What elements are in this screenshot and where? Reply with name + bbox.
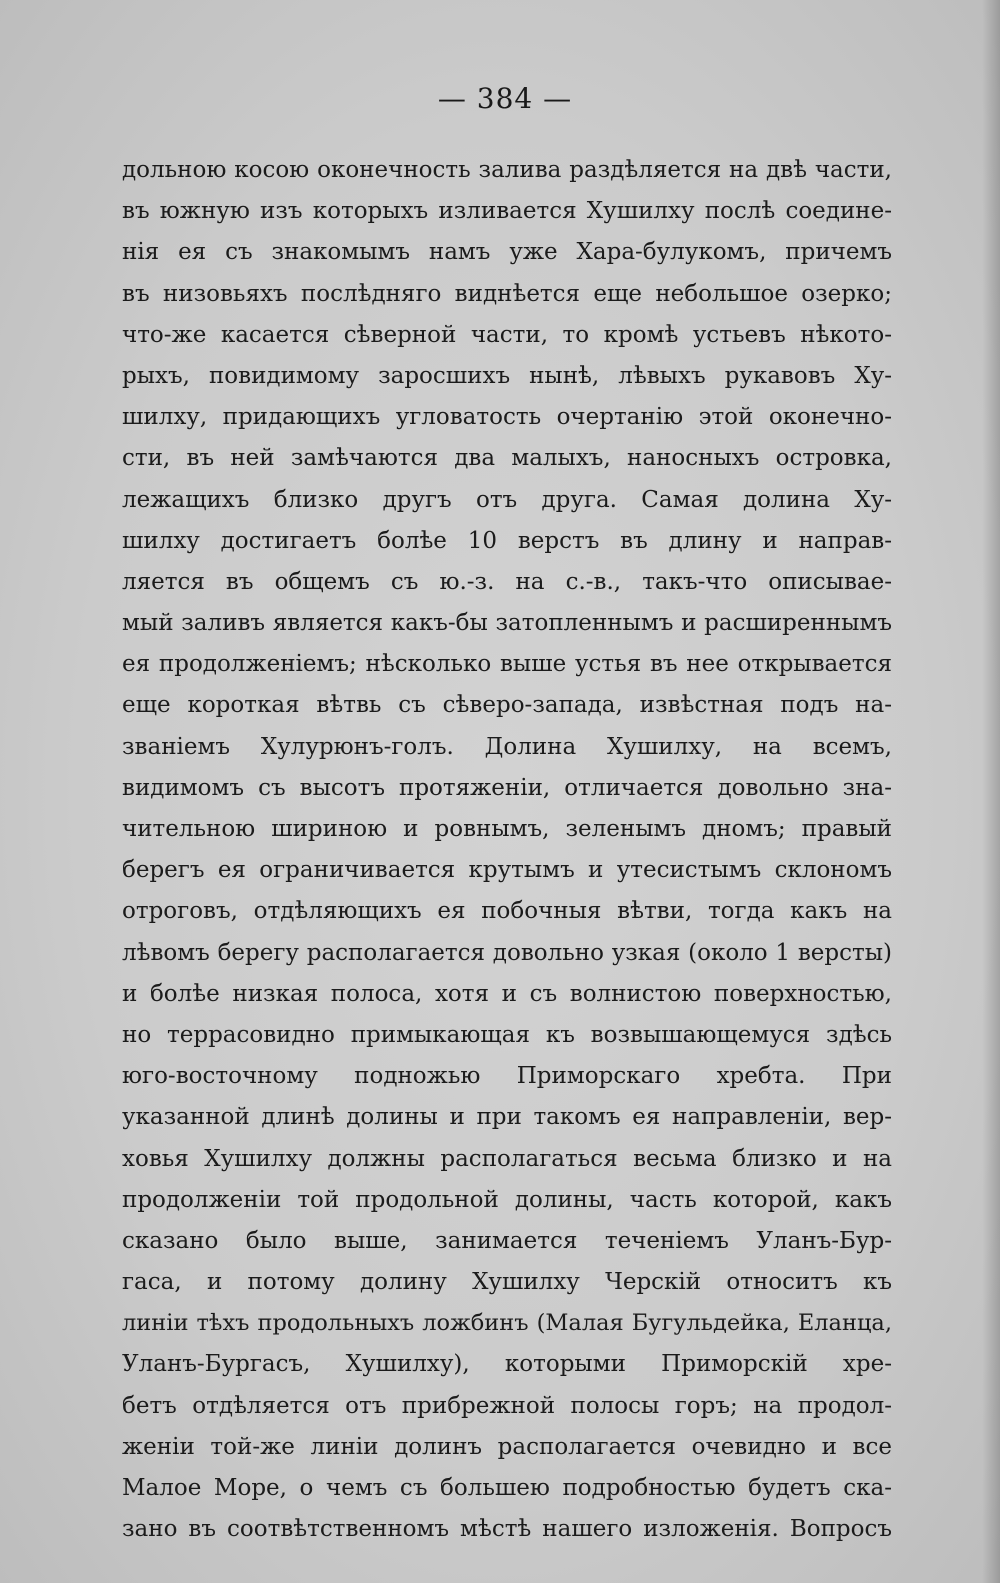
- text-line: шилху, придающихъ угловатость очертанію этой оконечно-: [122, 404, 892, 431]
- text-line: сти, въ ней замѣчаются два малыхъ, наносныхъ островка,: [122, 445, 892, 472]
- text-line: званіемъ Хулурюнъ-голъ. Долина Хушилху, на всемъ,: [122, 733, 892, 760]
- text-line: дольною косою оконечность залива раздѣляется на двѣ части,: [122, 157, 892, 183]
- text-line: ховья Хушилху должны располагаться весьма близко и на: [122, 1145, 892, 1172]
- text-line: видимомъ съ высотъ протяженіи, отличается довольно зна-: [122, 774, 892, 801]
- text-line: юго-восточному подножью Приморскаго хребта. При: [122, 1063, 892, 1090]
- text-line: указанной длинѣ долины и при такомъ ея направленіи, вер-: [122, 1104, 892, 1131]
- text-line: шилху достигаетъ болѣе 10 верстъ въ длину и направ-: [122, 527, 892, 554]
- text-line: что-же касается сѣверной части, то кромѣ устьевъ нѣкото-: [122, 321, 892, 348]
- text-line: сказано было выше, занимается теченіемъ Уланъ-Бур-: [122, 1227, 892, 1254]
- text-line: бетъ отдѣляется отъ прибрежной полосы горъ; на продол-: [122, 1392, 892, 1419]
- text-line: и болѣе низкая полоса, хотя и съ волнистою поверхностью,: [122, 980, 892, 1007]
- text-line: лежащихъ близко другъ отъ друга. Самая долина Ху-: [122, 486, 892, 513]
- text-line: продолженіи той продольной долины, часть которой, какъ: [122, 1186, 892, 1213]
- text-line: въ низовьяхъ послѣдняго виднѣется еще небольшое озерко;: [122, 280, 892, 307]
- text-line: чительною шириною и ровнымъ, зеленымъ дномъ; правый: [122, 816, 892, 842]
- text-line: еще короткая вѣтвь съ сѣверо-запада, извѣстная подъ на-: [122, 692, 892, 719]
- text-line: рыхъ, повидимому заросшихъ нынѣ, лѣвыхъ рукавовъ Ху-: [122, 362, 892, 389]
- text-line: Уланъ-Бургасъ, Хушилху), которыми Приморскій хре-: [122, 1351, 892, 1378]
- page-number: — 384 —: [437, 82, 573, 115]
- text-line: зано въ соотвѣтственномъ мѣстѣ нашего изложенія. Вопросъ: [122, 1516, 892, 1543]
- text-line: гаса, и потому долину Хушилху Черскій относитъ къ: [122, 1269, 892, 1296]
- text-line: лѣвомъ берегу располагается довольно узкая (около 1 версты): [122, 939, 892, 966]
- text-line: женіи той-же линіи долинъ располагается очевидно и все: [122, 1433, 892, 1460]
- text-line: нія ея съ знакомымъ намъ уже Хара-булукомъ, причемъ: [122, 239, 892, 266]
- page-edge-shadow: [982, 0, 1000, 1583]
- text-line: мый заливъ является какъ-бы затопленнымъ и расширеннымъ: [122, 610, 892, 637]
- text-line: ляется въ общемъ съ ю.-з. на с.-в., такъ-что описывае-: [122, 568, 892, 595]
- text-line: берегъ ея ограничивается крутымъ и утесистымъ склономъ: [122, 857, 892, 884]
- text-line: въ южную изъ которыхъ изливается Хушилху послѣ соедине-: [122, 198, 892, 225]
- text-line: отроговъ, отдѣляющихъ ея побочныя вѣтви, тогда какъ на: [122, 898, 892, 925]
- text-line: но террасовидно примыкающая къ возвышающемуся здѣсь: [122, 1021, 892, 1048]
- text-line: линіи тѣхъ продольныхъ ложбинъ (Малая Бугульдейка, Еланца,: [122, 1310, 892, 1337]
- text-line: ея продолженіемъ; нѣсколько выше устья въ нее открывается: [122, 651, 892, 678]
- text-line: Малое Море, о чемъ съ большею подробностью будетъ ска-: [122, 1475, 892, 1501]
- body-text: [122, 150, 892, 1550]
